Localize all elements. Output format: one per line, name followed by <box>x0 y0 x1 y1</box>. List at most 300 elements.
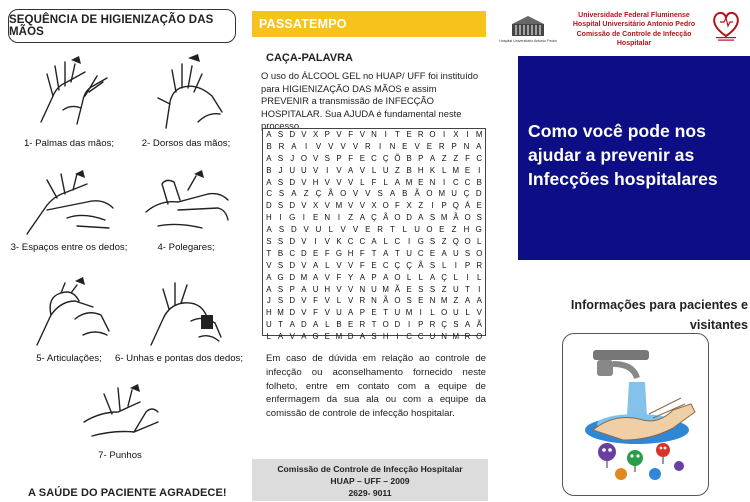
grid-letter: V <box>303 225 309 235</box>
grid-letter: S <box>277 153 284 163</box>
commission-footer <box>252 459 488 501</box>
grid-letter: R <box>364 141 371 151</box>
grid-letter: Õ <box>394 153 401 163</box>
grid-letter: J <box>278 165 283 175</box>
grid-letter: Ç <box>394 260 401 270</box>
grid-letter: S <box>278 225 285 235</box>
grid-letter: B <box>277 248 284 258</box>
grid-letter: R <box>278 141 285 151</box>
grid-letter: V <box>352 189 359 199</box>
grid-letter: Ã <box>394 284 401 294</box>
grid-letter: G <box>417 237 424 247</box>
grid-letter: K <box>429 165 436 175</box>
grid-letter: E <box>371 260 377 270</box>
grid-letter: C <box>382 260 389 270</box>
grid-letter: E <box>312 248 319 258</box>
grid-letter: E <box>476 201 482 211</box>
grid-letter: T <box>371 248 377 258</box>
grid-letter: X <box>312 130 319 139</box>
grid-letter: U <box>394 308 401 318</box>
grid-letter: N <box>429 296 436 306</box>
grid-row <box>263 295 485 307</box>
grid-letter: D <box>475 189 482 199</box>
grid-row <box>263 177 485 189</box>
grid-letter: V <box>301 296 307 306</box>
grid-letter: B <box>476 177 482 187</box>
fingertips-rub-icon <box>129 275 229 351</box>
grid-letter: I <box>379 141 382 151</box>
grid-letter: Z <box>441 153 447 163</box>
grid-letter: A <box>389 189 396 199</box>
grid-letter: V <box>348 201 354 211</box>
grid-letter: Y <box>348 272 354 282</box>
grid-letter: L <box>383 177 388 187</box>
grid-letter: U <box>382 165 389 175</box>
grid-letter: V <box>301 237 307 247</box>
grid-letter: X <box>453 130 459 139</box>
grid-letter: B <box>336 320 342 330</box>
grid-letter: S <box>429 213 436 223</box>
intro-text: O uso do ÁLCOOL GEL no HUAP/ UFF foi instituído para HIGIENIZAÇÃO DAS MÃOS e assim PREVENIR a transmissão de INFECÇÃO HOSPITALAR. Sua AJUDA é fundamental neste processo. <box>261 70 479 132</box>
step-palms <box>10 52 128 149</box>
grid-letter: Ã <box>383 296 389 306</box>
grid-letter: N <box>359 284 366 294</box>
step-knuckles <box>10 275 128 364</box>
footer-commission-name: Comissão de Controle de Infecção Hospitalar <box>277 464 463 474</box>
grid-letter: M <box>452 332 460 342</box>
grid-letter: D <box>406 213 412 223</box>
grid-letter: V <box>348 260 354 270</box>
grid-letter: O <box>464 213 471 223</box>
grid-letter: V <box>336 177 342 187</box>
grid-letter: V <box>328 141 334 151</box>
grid-letter: U <box>371 284 377 294</box>
grid-letter: M <box>382 284 389 294</box>
grid-row <box>263 307 485 319</box>
faucet-hands-illustration <box>563 334 710 497</box>
step-backs <box>126 52 246 149</box>
grid-letter: M <box>438 189 446 199</box>
grid-letter: D <box>301 248 307 258</box>
grid-letter: U <box>452 248 459 258</box>
grid-letter: A <box>394 177 401 187</box>
grid-letter: P <box>441 201 447 211</box>
grid-letter: A <box>359 213 365 223</box>
grid-letter: V <box>301 177 307 187</box>
grid-letter: P <box>418 153 424 163</box>
grid-letter: K <box>336 237 342 247</box>
grid-letter: V <box>312 153 319 163</box>
grid-letter: C <box>476 153 483 163</box>
grid-letter: D <box>394 320 401 330</box>
grid-row <box>263 284 485 296</box>
grid-letter: B <box>406 165 412 175</box>
grid-letter: A <box>383 248 389 258</box>
grid-letter: U <box>429 332 436 342</box>
grid-letter: A <box>312 272 319 282</box>
grid-letter: N <box>441 332 447 342</box>
grid-letter: L <box>325 320 330 330</box>
grid-letter: Q <box>452 237 459 247</box>
grid-letter: O <box>340 189 347 199</box>
grid-letter: M <box>335 201 343 211</box>
grid-letter: F <box>324 248 330 258</box>
uff-hospital-logo <box>499 10 557 44</box>
grid-letter: E <box>418 177 424 187</box>
grid-letter: L <box>418 272 423 282</box>
grid-letter: S <box>429 237 436 247</box>
step-between-fingers <box>10 168 128 253</box>
grid-letter: E <box>439 225 445 235</box>
grid-letter: I <box>431 201 434 211</box>
grid-letter: V <box>336 260 342 270</box>
grid-row <box>263 319 485 331</box>
grid-letter: L <box>325 260 330 270</box>
grid-letter: U <box>301 165 307 175</box>
grid-letter: C <box>371 153 377 163</box>
grid-letter: V <box>324 177 330 187</box>
grid-letter: V <box>348 177 354 187</box>
grid-letter: L <box>360 177 365 187</box>
grid-letter: O <box>382 320 389 330</box>
step-label: 4- Polegares; <box>157 242 215 253</box>
grid-letter: B <box>266 141 272 151</box>
grid-letter: X <box>371 201 377 211</box>
grid-letter: A <box>359 272 365 282</box>
grid-letter: T <box>465 284 470 294</box>
grid-letter: N <box>429 177 436 187</box>
grid-letter: H <box>417 165 424 175</box>
footer-hospital-year: HUAP – UFF – 2009 <box>330 476 410 486</box>
grid-letter: G <box>277 272 284 282</box>
grid-letter: L <box>441 260 447 270</box>
grid-letter: X <box>312 201 319 211</box>
grid-letter: V <box>301 308 307 318</box>
grid-letter: M <box>405 308 413 318</box>
grid-row <box>263 200 485 212</box>
grid-letter: S <box>464 248 471 258</box>
grid-letter: A <box>476 141 482 151</box>
grid-letter: C <box>266 189 273 199</box>
grid-letter: Á <box>464 201 471 211</box>
grid-row <box>263 331 485 343</box>
grid-letter: F <box>348 153 354 163</box>
grid-letter: P <box>371 272 377 282</box>
grid-letter: S <box>277 284 284 294</box>
grid-letter: U <box>414 225 420 235</box>
grid-letter: G <box>289 213 296 223</box>
grid-letter: V <box>352 225 359 235</box>
grid-letter: T <box>266 248 272 258</box>
grid-letter: A <box>266 177 272 187</box>
word-search-grid <box>262 128 486 342</box>
grid-letter: E <box>426 141 433 151</box>
grid-letter: L <box>430 308 435 318</box>
grid-letter: D <box>289 296 296 306</box>
grid-letter: A <box>266 130 272 139</box>
grid-letter: V <box>289 332 295 342</box>
grid-letter: A <box>418 213 424 223</box>
grid-letter: A <box>301 284 307 294</box>
grid-letter: O <box>464 237 471 247</box>
grid-letter: Ç <box>382 153 389 163</box>
grid-letter: Z <box>453 153 459 163</box>
heart-commission-logo <box>710 8 742 42</box>
grid-letter: D <box>347 332 354 342</box>
grid-letter: C <box>394 237 401 247</box>
grid-letter: A <box>266 153 272 163</box>
grid-letter: U <box>452 308 459 318</box>
grid-letter: G <box>475 225 482 235</box>
headline-box <box>518 56 750 260</box>
grid-letter: H <box>382 332 389 342</box>
grid-letter: O <box>394 296 401 306</box>
grid-letter: Ç <box>441 272 447 282</box>
grid-letter: D <box>289 201 296 211</box>
grid-row <box>263 188 485 200</box>
grid-letter: A <box>289 320 295 330</box>
grid-letter: M <box>452 165 460 175</box>
grid-letter: I <box>396 332 399 342</box>
grid-letter: S <box>266 237 272 247</box>
grid-letter: V <box>312 165 319 175</box>
grid-letter: B <box>266 165 272 175</box>
grid-letter: E <box>312 213 319 223</box>
grid-letter: L <box>465 308 470 318</box>
grid-letter: U <box>265 320 272 330</box>
grid-letter: I <box>305 141 308 151</box>
grid-letter: P <box>336 153 342 163</box>
grid-letter: S <box>277 201 284 211</box>
grid-letter: U <box>312 284 319 294</box>
grid-letter: A <box>291 141 297 151</box>
grid-letter: Ã <box>414 189 420 199</box>
grid-letter: Z <box>394 165 400 175</box>
step-label: 1- Palmas das mãos; <box>23 138 115 149</box>
grid-letter: L <box>477 237 482 247</box>
grid-letter: J <box>290 153 295 163</box>
grid-letter: Ã <box>328 189 334 199</box>
grid-letter: I <box>279 213 282 223</box>
grid-letter: S <box>406 296 412 306</box>
step-label: 6- Unhas e pontas dos dedos; <box>114 353 243 364</box>
interlaced-fingers-icon <box>17 168 121 240</box>
grid-letter: V <box>348 296 354 306</box>
grid-letter: L <box>371 165 377 175</box>
grid-letter: Z <box>441 284 447 294</box>
grid-letter: A <box>348 165 354 175</box>
grid-letter: F <box>336 272 342 282</box>
grid-letter: V <box>476 308 482 318</box>
grid-letter: A <box>441 248 447 258</box>
grid-letter: R <box>417 130 424 139</box>
grid-letter: E <box>406 130 412 139</box>
grid-letter: Ç <box>463 189 470 199</box>
grid-letter: E <box>365 225 371 235</box>
grid-letter: E <box>429 248 436 258</box>
grid-letter: P <box>418 320 424 330</box>
grid-letter: S <box>476 213 482 223</box>
grid-letter: S <box>324 153 330 163</box>
grid-letter: C <box>417 332 424 342</box>
grid-letter: J <box>266 296 271 306</box>
grid-letter: S <box>277 296 284 306</box>
grid-letter: R <box>359 320 366 330</box>
step-nails-fingertips <box>112 275 246 364</box>
grid-letter: F <box>313 296 318 306</box>
grid-letter: Ç <box>406 260 412 270</box>
grid-letter: S <box>429 260 436 270</box>
grid-letter: V <box>315 141 322 151</box>
grid-letter: B <box>406 153 412 163</box>
grid-letter: S <box>418 284 424 294</box>
step-wrists <box>60 382 180 461</box>
grid-letter: V <box>352 141 359 151</box>
grid-letter: L <box>453 272 459 282</box>
grid-letter: L <box>477 272 482 282</box>
grid-letter: H <box>265 308 272 318</box>
grid-letter: O <box>426 189 433 199</box>
grid-letter: M <box>277 308 284 318</box>
grid-letter: R <box>476 260 483 270</box>
grid-letter: A <box>266 225 272 235</box>
grid-letter: V <box>301 130 307 139</box>
grid-letter: Z <box>453 296 459 306</box>
grid-letter: T <box>390 225 395 235</box>
commission-name: Comissão de Controle de Infecção Hospitalar <box>576 30 692 48</box>
footer-phone: 2629- 9011 <box>348 488 392 498</box>
grid-letter: L <box>383 237 388 247</box>
grid-letter: P <box>324 130 330 139</box>
grid-letter: D <box>289 177 296 187</box>
headline-text: Como você pode nos ajudar a prevenir as Infecções hospitalares <box>528 121 718 189</box>
grid-letter: S <box>277 177 284 187</box>
grid-letter: O <box>394 272 401 282</box>
grid-letter: U <box>289 165 296 175</box>
logo-caption: Hospital Universitário Antonio Pedro <box>499 39 557 43</box>
grid-letter: V <box>324 272 330 282</box>
grid-letter: T <box>394 130 400 139</box>
grid-letter: D <box>289 308 296 318</box>
step-thumbs <box>126 170 246 253</box>
grid-letter: U <box>315 225 322 235</box>
grid-letter: D <box>289 130 296 139</box>
grid-letter: T <box>394 248 400 258</box>
grid-letter: I <box>466 130 469 139</box>
grid-letter: E <box>348 320 354 330</box>
grid-letter: O <box>300 153 307 163</box>
grid-letter: I <box>314 237 317 247</box>
grid-letter: N <box>324 213 331 223</box>
grid-letter: A <box>312 320 319 330</box>
grid-letter: O <box>476 248 483 258</box>
grid-letter: C <box>359 237 366 247</box>
grid-letter: I <box>443 177 446 187</box>
grid-letter: R <box>377 225 383 235</box>
grid-letter: R <box>438 141 445 151</box>
grid-row <box>263 129 485 141</box>
grid-letter: Ç <box>315 189 322 199</box>
grid-letter: S <box>429 284 436 294</box>
grid-letter: D <box>290 225 297 235</box>
grid-letter: G <box>312 332 319 342</box>
grid-letter: A <box>312 260 319 270</box>
grid-letter: A <box>464 320 471 330</box>
grid-letter: X <box>406 201 412 211</box>
grid-letter: V <box>324 201 330 211</box>
grid-letter: C <box>464 177 471 187</box>
grid-letter: Ç <box>371 213 377 223</box>
grid-letter: T <box>371 320 377 330</box>
knuckles-rub-icon <box>21 275 117 351</box>
grid-letter: F <box>313 308 318 318</box>
grid-letter: Z <box>451 225 457 235</box>
institution-header <box>564 11 704 49</box>
grid-letter: M <box>335 332 343 342</box>
grid-letter: A <box>301 332 307 342</box>
grid-letter: Ã <box>476 320 482 330</box>
grid-letter: U <box>452 284 459 294</box>
grid-letter: V <box>301 260 307 270</box>
grid-letter: S <box>278 189 285 199</box>
thanks-message: A SAÚDE DO PACIENTE AGRADECE! <box>28 487 227 499</box>
grid-letter: M <box>475 130 483 139</box>
grid-letter: F <box>371 177 377 187</box>
grid-letter: V <box>324 237 330 247</box>
grid-letter: D <box>289 260 296 270</box>
wrist-rub-icon <box>74 382 166 448</box>
grid-letter: A <box>348 308 354 318</box>
grid-letter: V <box>359 130 365 139</box>
grid-letter: V <box>301 201 307 211</box>
contact-text: Em caso de dúvida em relação ao controle de infecção ou aconselhamento fornecido neste folheto, entre em contato com a equipe de enfermagem da sua ala ou com a equipe da comissão de controle de infecção hospitalar. <box>266 353 486 420</box>
grid-letter: H <box>463 225 470 235</box>
grid-letter: I <box>407 237 411 247</box>
hand-hygiene-title: SEQUÊNCIA DE HIGIENIZAÇÃO DAS MÃOS <box>8 9 236 43</box>
grid-letter: R <box>359 296 366 306</box>
grid-letter: R <box>429 320 436 330</box>
grid-letter: Ã <box>383 213 389 223</box>
grid-letter: P <box>289 284 295 294</box>
thumb-rub-icon <box>138 170 234 240</box>
grid-letter: I <box>454 260 457 270</box>
grid-letter: A <box>266 272 272 282</box>
grid-letter: L <box>336 296 342 306</box>
grid-letter: L <box>328 225 333 235</box>
grid-letter: D <box>289 272 296 282</box>
grid-letter: N <box>371 130 377 139</box>
grid-letter: A <box>277 332 284 342</box>
grid-row <box>263 236 485 248</box>
grid-letter: P <box>451 141 457 151</box>
right-panel <box>500 0 750 501</box>
grid-letter: E <box>418 296 424 306</box>
grid-letter: H <box>324 284 331 294</box>
grid-letter: O <box>382 201 389 211</box>
grid-letter: M <box>440 296 448 306</box>
grid-letter: V <box>336 165 342 175</box>
grid-letter: F <box>359 260 365 270</box>
grid-letter: G <box>335 248 343 258</box>
hospital-name: Hospital Universitário Antonio Pedro <box>572 21 696 29</box>
grid-letter: F <box>465 153 470 163</box>
grid-letter: V <box>336 130 342 139</box>
grid-letter: C <box>452 177 459 187</box>
grid-letter: I <box>478 165 481 175</box>
grid-letter: N <box>371 296 377 306</box>
grid-letter: I <box>302 213 305 223</box>
grid-letter: I <box>326 165 329 175</box>
